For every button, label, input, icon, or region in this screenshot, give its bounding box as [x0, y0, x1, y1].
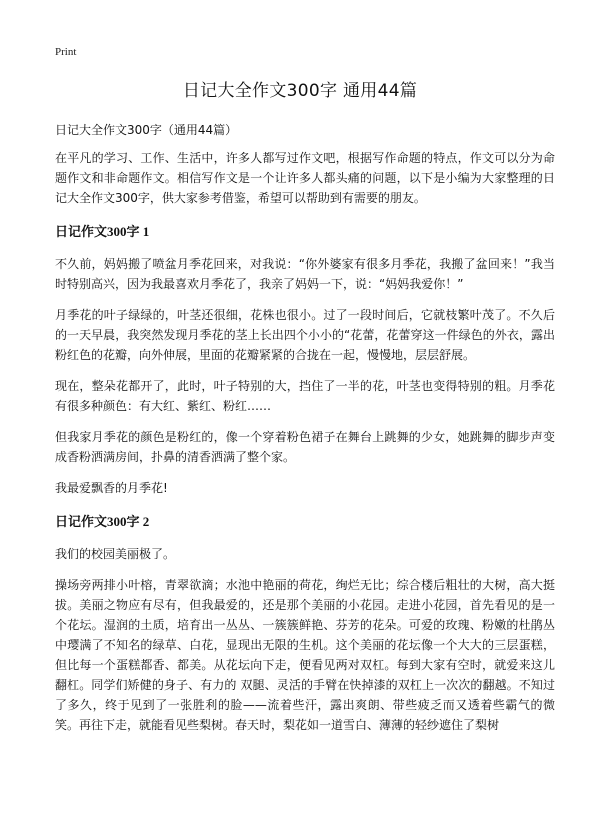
article-body — [55, 120, 555, 746]
section-1-paragraph: 我最爱飘香的月季花! — [55, 481, 168, 495]
print-link[interactable]: Print — [55, 46, 77, 58]
section-1-paragraph: 现在，整朵花都开了，此时，叶子特别的大，挡住了一半的花，叶茎也变得特别的粗。月季花有很多种颜色：有大红、紫红、粉红…… — [55, 379, 555, 413]
section-1-paragraph: 但我家月季花的颜色是粉红的，像一个穿着粉色裙子在舞台上跳舞的少女，她跳舞的脚步声变成香粉洒满房间，扑鼻的清香洒满了整个家。 — [55, 430, 555, 464]
intro-paragraph: 在平凡的学习、工作、生活中，许多人都写过作文吧，根据写作命题的特点，作文可以分为命题作文和非命题作文。相信写作文是一个让许多人都头痛的问题，以下是小编为大家整理的日记大全作文300字，供大家参考借鉴，希望可以帮助到有需要的朋友。 — [55, 151, 555, 205]
section-1-paragraph: 不久前，妈妈搬了喷盆月季花回来，对我说：“你外婆家有很多月季花，我搬了盆回来！”我当时特别高兴，因为我最喜欢月季花了，我亲了妈妈一下，说：“妈妈我爱你！” — [55, 257, 555, 291]
section-2-paragraph: 我们的校园美丽极了。 — [55, 547, 176, 561]
section-heading-1: 日记作文300字 1 — [55, 224, 150, 239]
section-2-paragraph: 操场旁两排小叶榕，青翠欲滴；水池中艳丽的荷花，绚烂无比；综合楼后粗壮的大树，高大挺拔。美丽之物应有尽有，但我最爱的，还是那个美丽的小花园。走进小花园，首先看见的是一个花坛。湿润的土质，培育出一丛丛、一簇簇鲜艳、芬芳的花朵。可爱的玫瑰、粉嫩的杜鹃丛中璎满了不知名的绿草、白花，显现出无限的生机。这个美丽的花坛像一个大大的三层蛋糕，但比每一个蛋糕都香、都美。从花坛向下走，便看见两对双杠。每到大家有空时，就爱来这儿翻杠。同学们矫健的身子、有力的 双腿、灵活的手臂在快掉漆的双杠上一次次的翻越。不知过了多久，终于见到了一张胜利的脸——流着些汗，露出爽朗、带些疲乏而又透着些霸气的微笑。再往下走，就能看见些梨树。春天时，梨花如一道雪白、薄薄的轻纱遮住了梨树 — [55, 578, 555, 732]
page-title: 日记大全作文300字 通用44篇 — [182, 81, 418, 101]
article-subtitle: 日记大全作文300字（通用44篇） — [55, 123, 238, 137]
section-heading-2: 日记作文300字 2 — [55, 514, 150, 529]
section-1-paragraph: 月季花的叶子绿绿的，叶茎还很细，花株也很小。过了一段时间后，它就枝繁叶茂了。不久后的一天早晨，我突然发现月季花的茎上长出四个小小的“花蕾，花蕾穿这一件绿色的外衣，露出粉红色的花瓣，向外伸展，里面的花瓣紧紧的合拢在一起，慢慢地，层层舒展。 — [55, 308, 555, 362]
